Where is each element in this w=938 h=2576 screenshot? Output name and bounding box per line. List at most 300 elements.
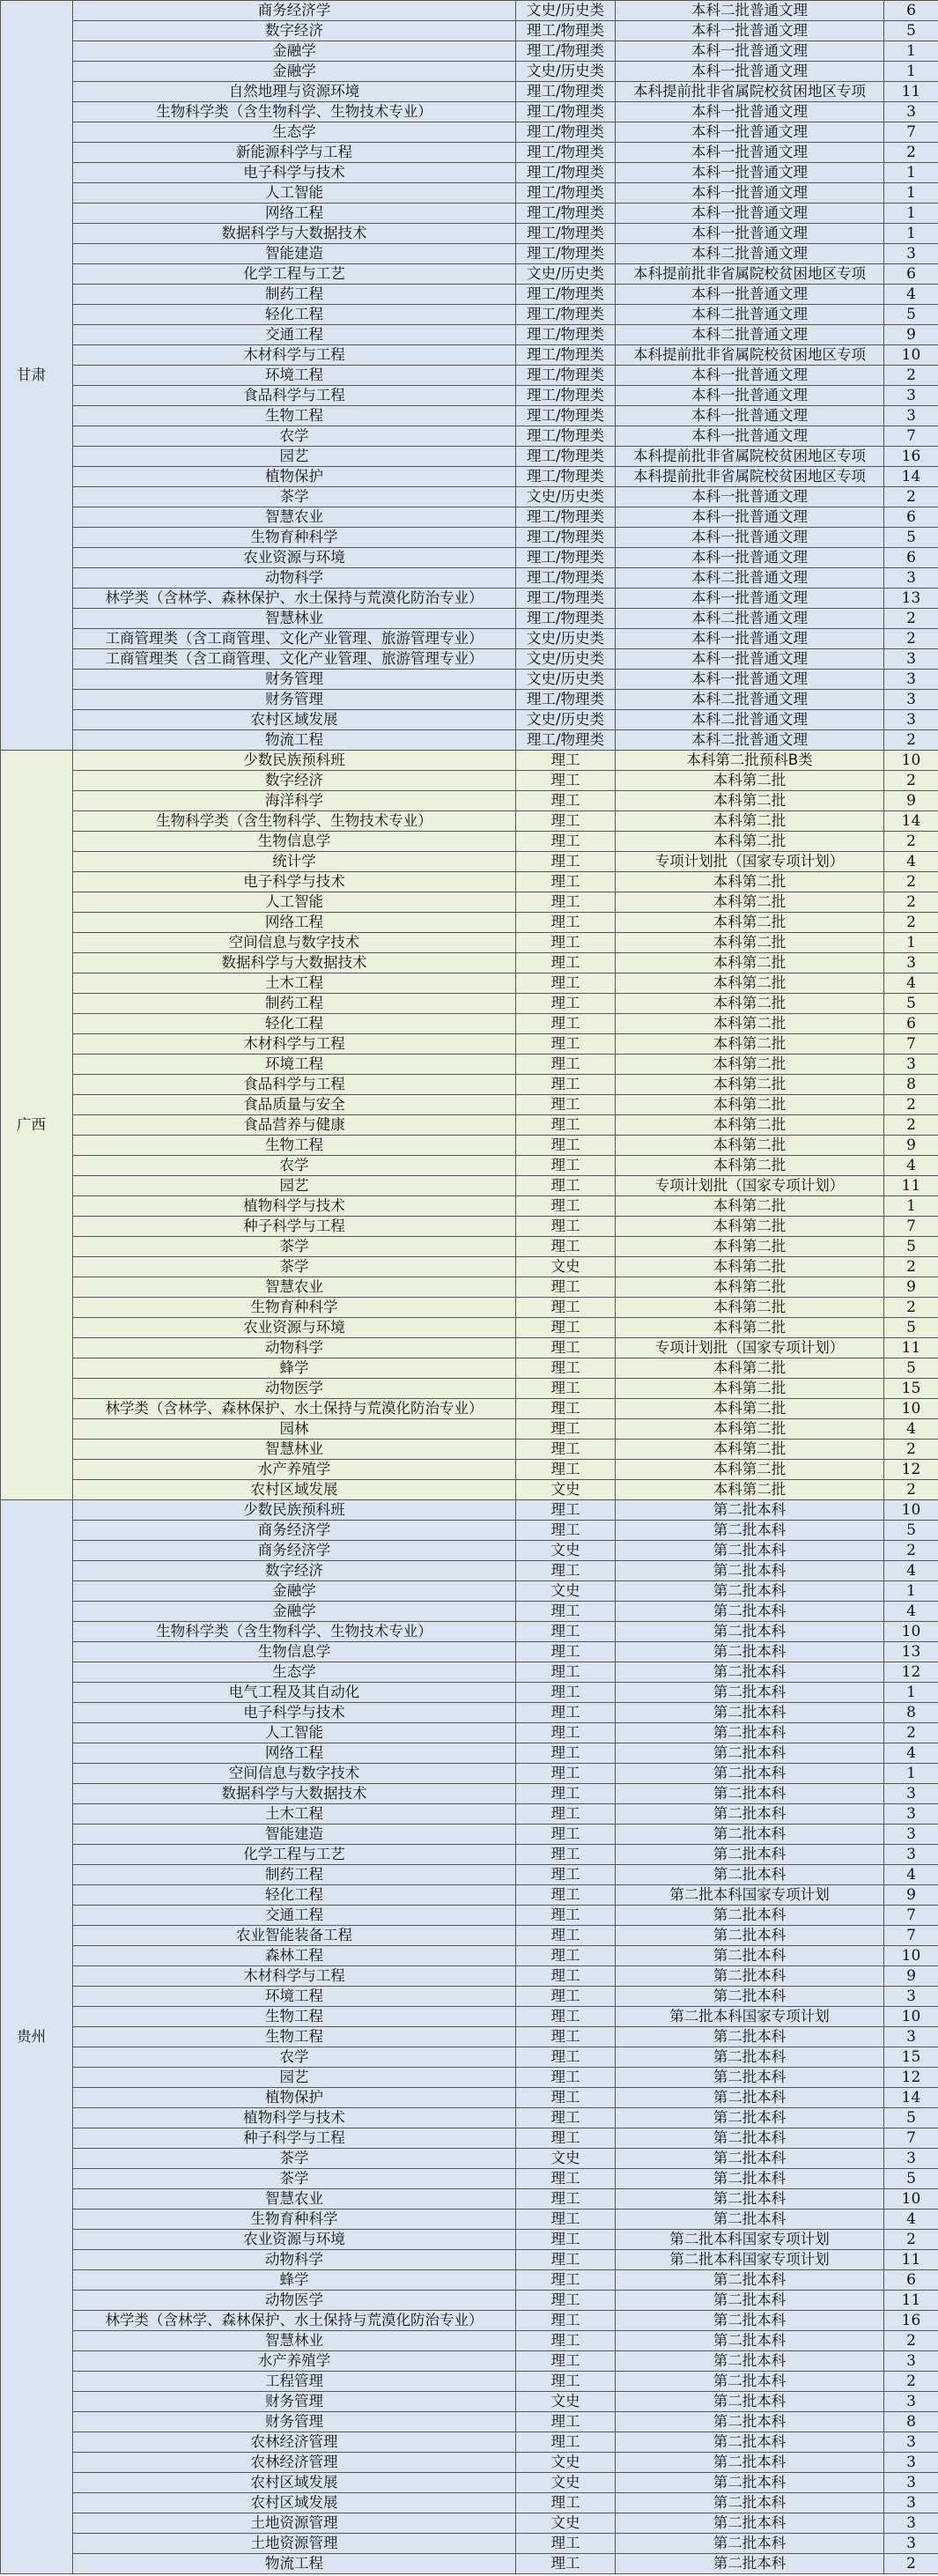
plan-count-cell: 13: [884, 1642, 938, 1662]
subject-type-cell: 理工: [516, 2007, 616, 2027]
major-cell: 制药工程: [73, 285, 516, 305]
subject-type-cell: 文史: [516, 2149, 616, 2169]
major-cell: 商务经济学: [73, 1521, 516, 1541]
table-row: [1, 2149, 938, 2169]
major-cell: 商务经济学: [73, 1541, 516, 1561]
subject-type-cell: 理工: [516, 1338, 616, 1358]
subject-type-cell: 理工: [516, 1743, 616, 1764]
batch-cell: 第二批本科: [616, 1541, 884, 1561]
subject-type-cell: 理工/物理类: [516, 507, 616, 528]
major-cell: 金融学: [73, 1581, 516, 1602]
subject-type-cell: 理工: [516, 2189, 616, 2210]
batch-cell: 本科二批普通文理: [616, 730, 884, 751]
batch-cell: 第二批本科: [616, 1743, 884, 1764]
table-row: [1, 143, 938, 163]
major-cell: 空间信息与数字技术: [73, 1764, 516, 1784]
plan-count-cell: 4: [884, 1602, 938, 1622]
subject-type-cell: 文史/历史类: [516, 629, 616, 649]
major-cell: 海洋科学: [73, 791, 516, 811]
table-row: [1, 345, 938, 366]
plan-count-cell: 2: [884, 1298, 938, 1318]
major-cell: 新能源科学与工程: [73, 143, 516, 163]
major-cell: 轻化工程: [73, 1014, 516, 1034]
plan-count-cell: 3: [884, 1825, 938, 1845]
plan-count-cell: 14: [884, 811, 938, 832]
plan-count-cell: 1: [884, 224, 938, 244]
major-cell: 工商管理类（含工商管理、文化产业管理、旅游管理专业）: [73, 629, 516, 649]
subject-type-cell: 理工: [516, 2047, 616, 2068]
subject-type-cell: 理工: [516, 2311, 616, 2331]
batch-cell: 本科第二批: [616, 771, 884, 791]
batch-cell: 专项计划批（国家专项计划）: [616, 1176, 884, 1196]
plan-count-cell: 2: [884, 892, 938, 913]
plan-count-cell: 4: [884, 1419, 938, 1440]
table-row: [1, 1480, 938, 1500]
major-cell: 工商管理类（含工商管理、文化产业管理、旅游管理专业）: [73, 649, 516, 670]
table-row: [1, 670, 938, 690]
province-cell: 广西: [1, 751, 73, 1500]
table-row: [1, 1237, 938, 1257]
batch-cell: 第二批本科: [616, 1581, 884, 1602]
subject-type-cell: 理工: [516, 1865, 616, 1885]
table-row: [1, 2230, 938, 2250]
plan-count-cell: 5: [884, 528, 938, 548]
subject-type-cell: 理工: [516, 2169, 616, 2189]
table-row: [1, 1622, 938, 1642]
batch-cell: 第二批本科: [616, 2108, 884, 2128]
plan-count-cell: 10: [884, 751, 938, 771]
table-row: [1, 183, 938, 204]
batch-cell: 第二批本科: [616, 1561, 884, 1581]
subject-type-cell: 理工: [516, 2351, 616, 2372]
plan-count-cell: 2: [884, 832, 938, 852]
batch-cell: 第二批本科: [616, 2453, 884, 2473]
table-row: [1, 690, 938, 710]
major-cell: 生物工程: [73, 2007, 516, 2027]
plan-count-cell: 4: [884, 2210, 938, 2230]
batch-cell: 本科第二批: [616, 953, 884, 973]
table-row: [1, 2047, 938, 2068]
table-row: [1, 2291, 938, 2311]
batch-cell: 本科一批普通文理: [616, 102, 884, 122]
major-cell: 生物工程: [73, 406, 516, 426]
plan-count-cell: 2: [884, 609, 938, 629]
subject-type-cell: 文史/历史类: [516, 710, 616, 730]
subject-type-cell: 文史: [516, 2392, 616, 2412]
subject-type-cell: 文史/历史类: [516, 487, 616, 507]
subject-type-cell: 理工/物理类: [516, 609, 616, 629]
batch-cell: 本科第二批: [616, 1217, 884, 1237]
table-row: [1, 2068, 938, 2088]
table-row: [1, 1399, 938, 1419]
subject-type-cell: 理工: [516, 832, 616, 852]
major-cell: 数字经济: [73, 1561, 516, 1581]
major-cell: 金融学: [73, 41, 516, 62]
major-cell: 茶学: [73, 1257, 516, 1277]
major-cell: 蜂学: [73, 1358, 516, 1379]
table-row: [1, 2027, 938, 2047]
batch-cell: 第二批本科: [616, 1845, 884, 1865]
batch-cell: 第二批本科: [616, 2047, 884, 2068]
table-row: [1, 1561, 938, 1581]
province-group-gansu: [1, 1, 938, 751]
plan-count-cell: 2: [884, 872, 938, 892]
subject-type-cell: 理工/物理类: [516, 325, 616, 345]
batch-cell: 本科二批普通文理: [616, 244, 884, 264]
plan-count-cell: 2: [884, 730, 938, 751]
plan-count-cell: 3: [884, 1784, 938, 1804]
batch-cell: 本科一批普通文理: [616, 143, 884, 163]
major-cell: 种子科学与工程: [73, 1217, 516, 1237]
major-cell: 数字经济: [73, 21, 516, 41]
subject-type-cell: 文史/历史类: [516, 62, 616, 82]
subject-type-cell: 理工: [516, 771, 616, 791]
major-cell: 财务管理: [73, 670, 516, 690]
table-row: [1, 1176, 938, 1196]
plan-count-cell: 7: [884, 1034, 938, 1055]
batch-cell: 本科一批普通文理: [616, 62, 884, 82]
major-cell: 动物科学: [73, 568, 516, 588]
subject-type-cell: 理工: [516, 1703, 616, 1723]
batch-cell: 第二批本科: [616, 2331, 884, 2351]
major-cell: 农学: [73, 1156, 516, 1176]
plan-count-cell: 1: [884, 1683, 938, 1703]
plan-count-cell: 15: [884, 1379, 938, 1399]
table-row: [1, 41, 938, 62]
major-cell: 制药工程: [73, 1865, 516, 1885]
major-cell: 生物工程: [73, 1136, 516, 1156]
batch-cell: 本科第二批: [616, 811, 884, 832]
plan-count-cell: 3: [884, 406, 938, 426]
major-cell: 茶学: [73, 2149, 516, 2169]
batch-cell: 第二批本科: [616, 2027, 884, 2047]
major-cell: 茶学: [73, 2169, 516, 2189]
batch-cell: 本科第二批: [616, 1115, 884, 1136]
subject-type-cell: 理工: [516, 1217, 616, 1237]
subject-type-cell: 理工: [516, 1440, 616, 1460]
table-row: [1, 82, 938, 102]
subject-type-cell: 理工: [516, 2088, 616, 2108]
batch-cell: 本科第二批: [616, 1095, 884, 1115]
plan-count-cell: 9: [884, 791, 938, 811]
batch-cell: 本科一批普通文理: [616, 366, 884, 386]
table-row: [1, 751, 938, 771]
subject-type-cell: 理工: [516, 2331, 616, 2351]
plan-count-cell: 2: [884, 1115, 938, 1136]
batch-cell: 本科二批普通文理: [616, 609, 884, 629]
major-cell: 智能建造: [73, 1825, 516, 1845]
major-cell: 智能建造: [73, 244, 516, 264]
plan-count-cell: 3: [884, 2149, 938, 2169]
subject-type-cell: 理工/物理类: [516, 568, 616, 588]
subject-type-cell: 理工: [516, 872, 616, 892]
plan-count-cell: 3: [884, 386, 938, 406]
table-row: [1, 1825, 938, 1845]
batch-cell: 本科第二批预科B类: [616, 751, 884, 771]
major-cell: 农村区域发展: [73, 2473, 516, 2493]
major-cell: 智慧林业: [73, 2331, 516, 2351]
table-row: [1, 1764, 938, 1784]
major-cell: 交通工程: [73, 325, 516, 345]
plan-count-cell: 2: [884, 2331, 938, 2351]
subject-type-cell: 理工: [516, 2027, 616, 2047]
subject-type-cell: 理工/物理类: [516, 102, 616, 122]
batch-cell: 第二批本科: [616, 2513, 884, 2534]
plan-count-cell: 3: [884, 710, 938, 730]
table-row: [1, 2210, 938, 2230]
plan-count-cell: 3: [884, 2493, 938, 2513]
batch-cell: 本科第二批: [616, 1379, 884, 1399]
table-row: [1, 1683, 938, 1703]
plan-count-cell: 14: [884, 2088, 938, 2108]
subject-type-cell: 理工: [516, 791, 616, 811]
subject-type-cell: 文史: [516, 1257, 616, 1277]
table-row: [1, 2432, 938, 2453]
plan-count-cell: 3: [884, 1804, 938, 1825]
table-row: [1, 122, 938, 143]
batch-cell: 本科第二批: [616, 1480, 884, 1500]
subject-type-cell: 理工/物理类: [516, 183, 616, 204]
subject-type-cell: 理工: [516, 933, 616, 953]
table-row: [1, 2169, 938, 2189]
batch-cell: 第二批本科: [616, 1966, 884, 1987]
plan-count-cell: 16: [884, 2311, 938, 2331]
plan-count-cell: 11: [884, 2291, 938, 2311]
batch-cell: 本科二批普通文理: [616, 1, 884, 21]
batch-cell: 第二批本科: [616, 2311, 884, 2331]
table-row: [1, 649, 938, 670]
table-row: [1, 1906, 938, 1926]
subject-type-cell: 文史: [516, 1581, 616, 1602]
plan-count-cell: 4: [884, 1865, 938, 1885]
batch-cell: 本科提前批非省属院校贫困地区专项: [616, 345, 884, 366]
batch-cell: 本科提前批非省属院校贫困地区专项: [616, 447, 884, 467]
major-cell: 农业资源与环境: [73, 2230, 516, 2250]
subject-type-cell: 文史: [516, 1480, 616, 1500]
table-row: [1, 1926, 938, 1946]
major-cell: 物流工程: [73, 730, 516, 751]
subject-type-cell: 理工: [516, 1358, 616, 1379]
major-cell: 数据科学与大数据技术: [73, 953, 516, 973]
major-cell: 智慧农业: [73, 507, 516, 528]
major-cell: 生物工程: [73, 2027, 516, 2047]
subject-type-cell: 理工: [516, 1075, 616, 1095]
plan-count-cell: 9: [884, 325, 938, 345]
plan-count-cell: 10: [884, 2189, 938, 2210]
subject-type-cell: 理工: [516, 1460, 616, 1480]
subject-type-cell: 理工/物理类: [516, 386, 616, 406]
plan-count-cell: 10: [884, 1500, 938, 1521]
table-row: [1, 1379, 938, 1399]
table-row: [1, 1662, 938, 1683]
batch-cell: 第二批本科: [616, 1662, 884, 1683]
plan-count-cell: 1: [884, 183, 938, 204]
table-row: [1, 588, 938, 609]
plan-count-cell: 3: [884, 1055, 938, 1075]
major-cell: 统计学: [73, 852, 516, 872]
plan-count-cell: 5: [884, 1318, 938, 1338]
subject-type-cell: 理工/物理类: [516, 244, 616, 264]
table-row: [1, 507, 938, 528]
batch-cell: 本科第二批: [616, 872, 884, 892]
table-row: [1, 2392, 938, 2412]
batch-cell: 第二批本科: [616, 2128, 884, 2149]
plan-count-cell: 3: [884, 2432, 938, 2453]
major-cell: 动物科学: [73, 2250, 516, 2270]
major-cell: 土地资源管理: [73, 2513, 516, 2534]
subject-type-cell: 理工/物理类: [516, 730, 616, 751]
plan-count-cell: 8: [884, 1075, 938, 1095]
plan-count-cell: 3: [884, 2453, 938, 2473]
table-row: [1, 224, 938, 244]
major-cell: 生态学: [73, 122, 516, 143]
table-row: [1, 62, 938, 82]
major-cell: 网络工程: [73, 1743, 516, 1764]
table-row: [1, 1095, 938, 1115]
major-cell: 土地资源管理: [73, 2534, 516, 2554]
batch-cell: 第二批本科: [616, 2554, 884, 2574]
subject-type-cell: 理工: [516, 2554, 616, 2574]
table-row: [1, 447, 938, 467]
table-row: [1, 1500, 938, 1521]
plan-count-cell: 10: [884, 1946, 938, 1966]
batch-cell: 第二批本科: [616, 2351, 884, 2372]
plan-count-cell: 7: [884, 1217, 938, 1237]
plan-count-cell: 5: [884, 2169, 938, 2189]
batch-cell: 第二批本科: [616, 1825, 884, 1845]
major-cell: 商务经济学: [73, 1, 516, 21]
batch-cell: 本科第二批: [616, 1136, 884, 1156]
subject-type-cell: 理工/物理类: [516, 204, 616, 224]
table-row: [1, 1581, 938, 1602]
table-row: [1, 1804, 938, 1825]
batch-cell: 本科提前批非省属院校贫困地区专项: [616, 82, 884, 102]
major-cell: 农村区域发展: [73, 710, 516, 730]
major-cell: 财务管理: [73, 2412, 516, 2432]
major-cell: 茶学: [73, 487, 516, 507]
plan-count-cell: 5: [884, 1358, 938, 1379]
major-cell: 农学: [73, 426, 516, 447]
batch-cell: 本科一批普通文理: [616, 426, 884, 447]
table-row: [1, 406, 938, 426]
plan-count-cell: 10: [884, 1622, 938, 1642]
subject-type-cell: 理工: [516, 1136, 616, 1156]
plan-count-cell: 6: [884, 1, 938, 21]
batch-cell: 本科第二批: [616, 1298, 884, 1318]
plan-count-cell: 3: [884, 244, 938, 264]
batch-cell: 本科二批普通文理: [616, 690, 884, 710]
table-row: [1, 953, 938, 973]
batch-cell: 本科二批普通文理: [616, 710, 884, 730]
subject-type-cell: 理工: [516, 1642, 616, 1662]
table-row: [1, 163, 938, 183]
table-row: [1, 1440, 938, 1460]
major-cell: 人工智能: [73, 183, 516, 204]
batch-cell: 第二批本科: [616, 2473, 884, 2493]
table-row: [1, 913, 938, 933]
subject-type-cell: 理工/物理类: [516, 406, 616, 426]
plan-count-cell: 1: [884, 204, 938, 224]
batch-cell: 第二批本科: [616, 1723, 884, 1743]
subject-type-cell: 文史/历史类: [516, 649, 616, 670]
plan-count-cell: 2: [884, 487, 938, 507]
subject-type-cell: 理工: [516, 1156, 616, 1176]
major-cell: 数据科学与大数据技术: [73, 1784, 516, 1804]
batch-cell: 本科一批普通文理: [616, 21, 884, 41]
major-cell: 工程管理: [73, 2372, 516, 2392]
subject-type-cell: 理工: [516, 1885, 616, 1906]
subject-type-cell: 理工: [516, 2068, 616, 2088]
batch-cell: 本科一批普通文理: [616, 285, 884, 305]
plan-count-cell: 10: [884, 2007, 938, 2027]
major-cell: 园艺: [73, 447, 516, 467]
batch-cell: 第二批本科: [616, 2392, 884, 2412]
table-row: [1, 2108, 938, 2128]
subject-type-cell: 理工/物理类: [516, 82, 616, 102]
subject-type-cell: 理工: [516, 852, 616, 872]
table-row: [1, 1156, 938, 1176]
major-cell: 网络工程: [73, 913, 516, 933]
batch-cell: 第二批本科: [616, 2189, 884, 2210]
plan-count-cell: 3: [884, 102, 938, 122]
major-cell: 人工智能: [73, 892, 516, 913]
subject-type-cell: 理工: [516, 1055, 616, 1075]
major-cell: 智慧林业: [73, 1440, 516, 1460]
batch-cell: 第二批本科国家专项计划: [616, 1885, 884, 1906]
subject-type-cell: 理工: [516, 2210, 616, 2230]
major-cell: 智慧农业: [73, 1277, 516, 1298]
plan-count-cell: 2: [884, 629, 938, 649]
table-row: [1, 1419, 938, 1440]
major-cell: 制药工程: [73, 994, 516, 1014]
table-row: [1, 1, 938, 21]
plan-count-cell: 2: [884, 366, 938, 386]
subject-type-cell: 理工: [516, 1419, 616, 1440]
batch-cell: 本科第二批: [616, 1257, 884, 1277]
table-row: [1, 426, 938, 447]
table-row: [1, 973, 938, 994]
batch-cell: 第二批本科: [616, 1683, 884, 1703]
plan-count-cell: 8: [884, 2412, 938, 2432]
table-row: [1, 1075, 938, 1095]
subject-type-cell: 理工: [516, 2291, 616, 2311]
table-row: [1, 730, 938, 751]
plan-count-cell: 10: [884, 345, 938, 366]
table-row: [1, 528, 938, 548]
major-cell: 生态学: [73, 1662, 516, 1683]
plan-count-cell: 7: [884, 426, 938, 447]
subject-type-cell: 理工/物理类: [516, 426, 616, 447]
table-row: [1, 1966, 938, 1987]
major-cell: 食品科学与工程: [73, 1075, 516, 1095]
plan-count-cell: 4: [884, 973, 938, 994]
table-row: [1, 1358, 938, 1379]
batch-cell: 本科一批普通文理: [616, 224, 884, 244]
table-row: [1, 1460, 938, 1480]
table-row: [1, 2250, 938, 2270]
plan-count-cell: 6: [884, 1014, 938, 1034]
subject-type-cell: 理工/物理类: [516, 285, 616, 305]
plan-count-cell: 5: [884, 305, 938, 325]
province-cell: 甘肃: [1, 1, 73, 751]
plan-count-cell: 9: [884, 1277, 938, 1298]
major-cell: 种子科学与工程: [73, 2128, 516, 2149]
plan-count-cell: 2: [884, 1541, 938, 1561]
table-row: [1, 771, 938, 791]
table-row: [1, 467, 938, 487]
major-cell: 财务管理: [73, 690, 516, 710]
major-cell: 化学工程与工艺: [73, 1845, 516, 1865]
